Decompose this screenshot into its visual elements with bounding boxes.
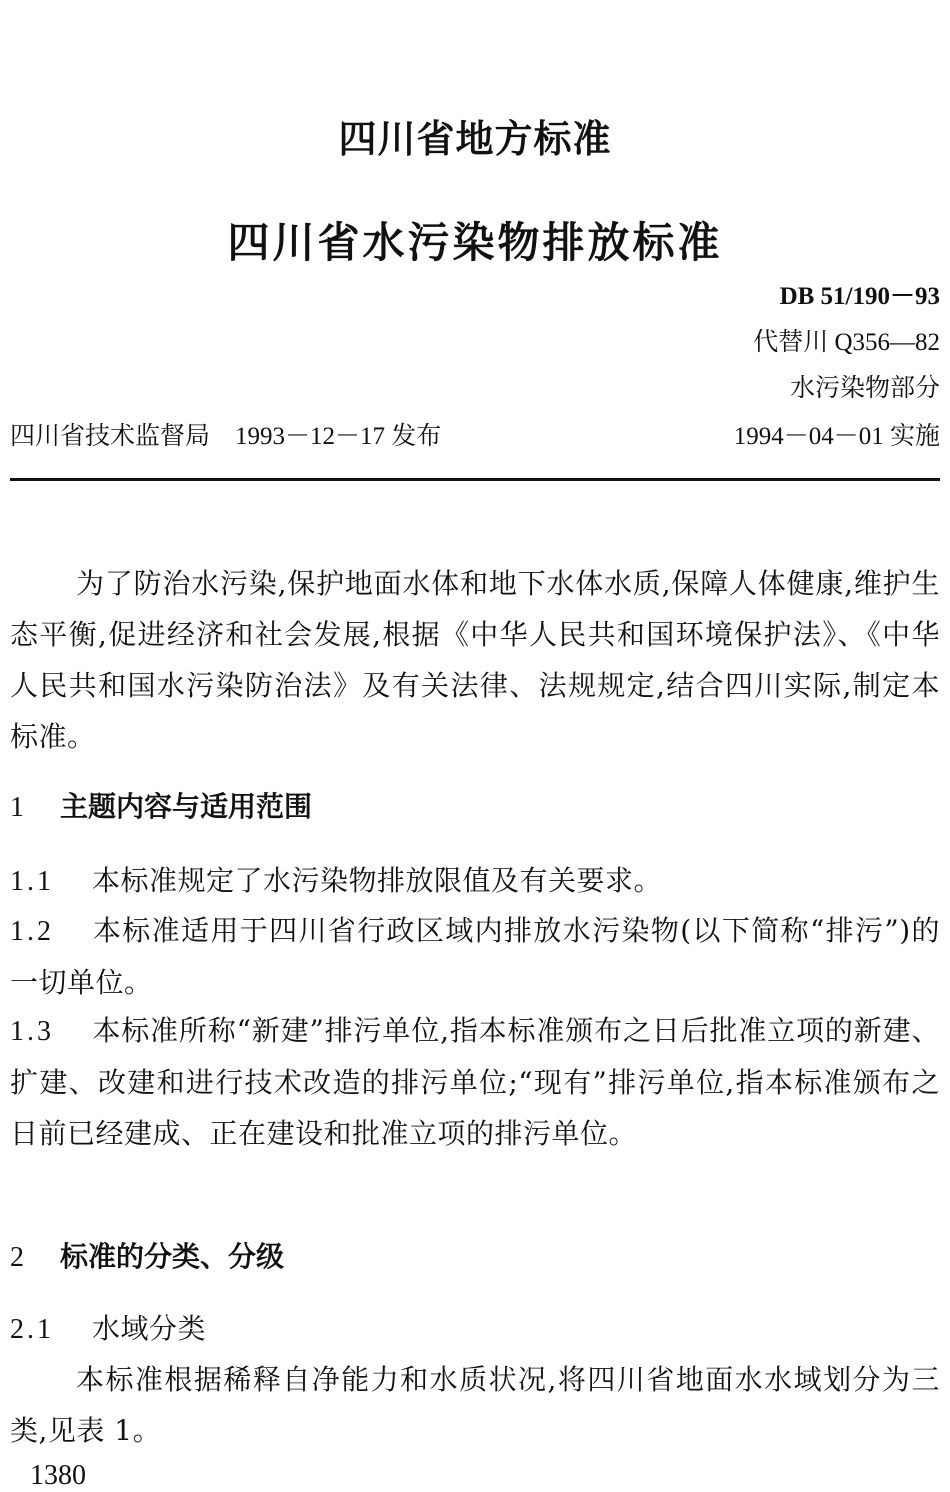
standard-level-heading: 四川省地方标准 bbox=[338, 117, 612, 161]
section-heading-2 bbox=[10, 1235, 284, 1275]
clause-1-1 bbox=[10, 855, 940, 907]
clause-number: 1.1 bbox=[10, 866, 54, 897]
clause-number: 1.3 bbox=[10, 1016, 54, 1047]
standard-title: 四川省水污染物排放标准 bbox=[227, 218, 723, 267]
clause-1-2 bbox=[10, 905, 940, 1008]
clause-number: 1.2 bbox=[10, 916, 54, 947]
standard-code: DB 51/190－93 bbox=[779, 283, 940, 310]
clause-2-1 bbox=[10, 1303, 940, 1355]
implementation-date: 1994－04－01 实施 bbox=[733, 423, 940, 450]
clause-2-1-paragraph: 本标准根据稀释自净能力和水质状况,将四川省地面水水域划分为三类,见表 1。 bbox=[10, 1363, 940, 1447]
clause-number: 2.1 bbox=[10, 1314, 54, 1345]
section-number: 1 bbox=[10, 792, 24, 823]
section-heading-1 bbox=[10, 785, 312, 825]
replaces-standard: 代替川 Q356—82 bbox=[753, 329, 940, 356]
clause-text: 水域分类 bbox=[92, 1312, 207, 1345]
clause-text: 本标准规定了水污染物排放限值及有关要求。 bbox=[92, 864, 663, 897]
header-divider bbox=[10, 478, 940, 481]
section-title: 主题内容与适用范围 bbox=[60, 790, 313, 823]
clause-text: 本标准适用于四川省行政区域内排放水污染物(以下简称“排污”)的一切单位。 bbox=[10, 914, 940, 999]
clause-1-3 bbox=[10, 1005, 940, 1159]
issuer-and-release-date: 四川省技术监督局 1993－12－17 发布 bbox=[10, 423, 442, 450]
section-title: 标准的分类、分级 bbox=[60, 1240, 285, 1273]
section-number: 2 bbox=[10, 1242, 24, 1273]
replaces-part: 水污染物部分 bbox=[789, 375, 940, 402]
page-number: 1380 bbox=[30, 1460, 86, 1491]
clause-text: 本标准所称“新建”排污单位,指本标准颁布之日后批准立项的新建、扩建、改建和进行技术改造的排污单位;“现有”排污单位,指本标准颁布之日前已经建成、正在建设和批准立项的排污单位。 bbox=[10, 1014, 940, 1150]
preamble-paragraph: 为了防治水污染,保护地面水体和地下水体水质,保障人体健康,维护生态平衡,促进经济和社会发展,根据《中华人民共和国环境保护法》、《中华人民共和国水污染防治法》及有关法律、法规规定,结合四川实际,制定本标准。 bbox=[10, 567, 940, 753]
